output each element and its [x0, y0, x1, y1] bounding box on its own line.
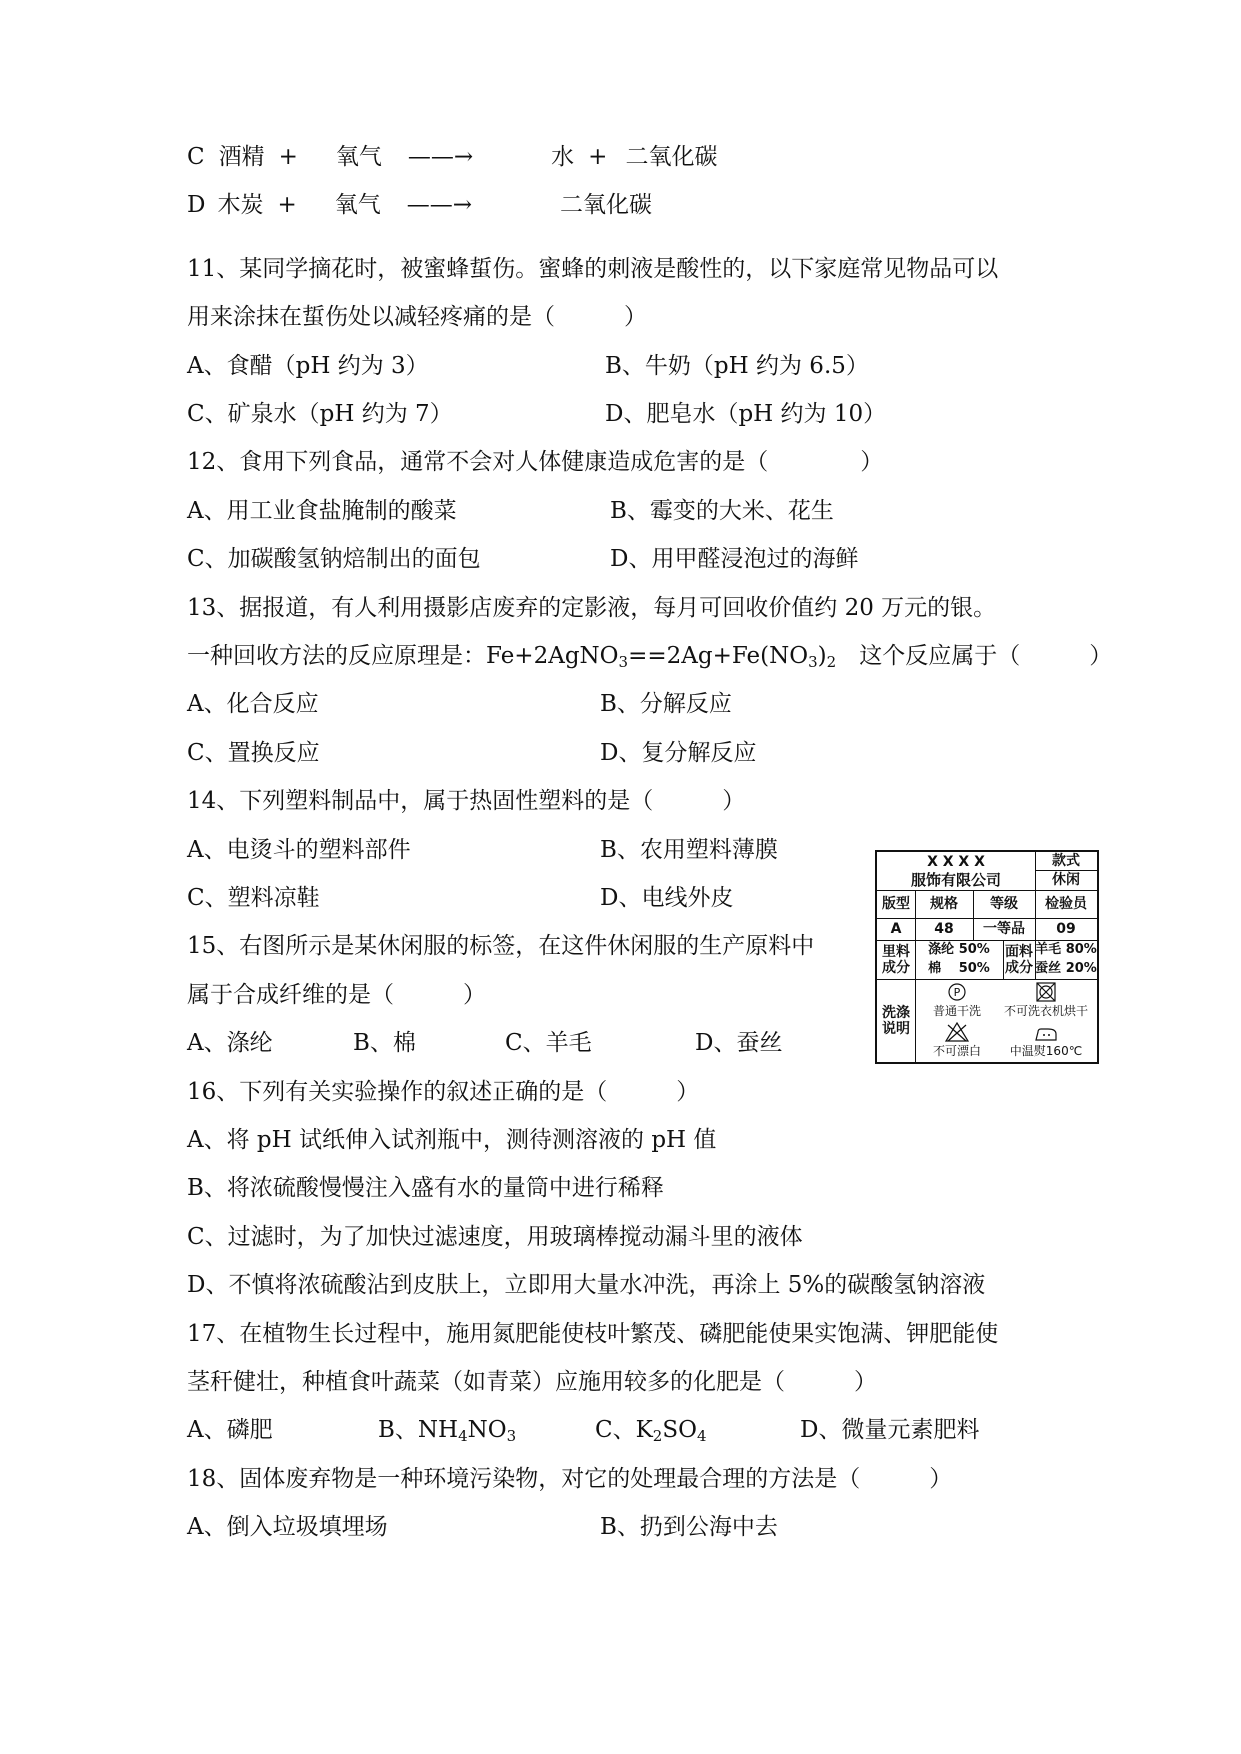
reactant-oxygen: 氧气 [334, 192, 381, 218]
question-15-option-a: A、涤纶 [187, 1030, 273, 1056]
care-iron-medium [993, 1026, 1099, 1059]
question-14-option-a: A、电烫斗的塑料部件 [187, 837, 411, 863]
option-letter: C [187, 144, 205, 170]
question-13-stem-1: 13、据报道，有人利用摄影店废弃的定影液，每月可回收价值约 20 万元的银。 [187, 595, 997, 621]
reactant-oxygen: 氧气 [335, 144, 382, 170]
reactant-charcoal: 木炭 [217, 192, 264, 218]
question-13-option-c: C、置换反应 [187, 740, 320, 766]
label-company-line1: X X X X [927, 854, 985, 870]
question-13-option-a: A、化合反应 [187, 691, 319, 717]
iron-icon [1034, 1026, 1058, 1042]
question-11-option-b: B、牛奶（pH 约为 6.5） [605, 353, 869, 379]
question-18-option-b: B、扔到公海中去 [600, 1514, 778, 1540]
crossed-triangle-icon [945, 1022, 969, 1042]
question-12-stem: 12、食用下列食品，通常不会对人体健康造成危害的是（ ） [187, 449, 884, 475]
question-17-option-d: D、微量元素肥料 [800, 1417, 980, 1443]
question-12-option-d: D、用甲醛浸泡过的海鲜 [610, 546, 859, 572]
question-16-option-b: B、将浓硫酸慢慢注入盛有水的量筒中进行稀释 [187, 1175, 664, 1201]
equation-part: 一种回收方法的反应原理是：Fe+2AgNO [187, 643, 619, 669]
question-14-stem: 14、下列塑料制品中，属于热固性塑料的是（ ） [187, 788, 746, 814]
label-value-grade: 一等品 [983, 921, 1025, 937]
reaction-line-c [187, 142, 717, 172]
subscript: 4 [696, 1427, 707, 1445]
question-11-stem-2: 用来涂抹在蜇伤处以减轻疼痛的是（ ） [187, 304, 647, 330]
label-value-inspector: 09 [1056, 921, 1076, 937]
care-no-bleach [917, 1022, 997, 1059]
question-17-stem-2: 茎秆健壮，种植食叶蔬菜（如青菜）应施用较多的化肥是（ ） [187, 1369, 877, 1395]
formula-part: SO [662, 1417, 697, 1443]
reaction-arrow: ——→ [407, 144, 474, 170]
question-16-stem: 16、下列有关实验操作的叙述正确的是（ ） [187, 1079, 700, 1105]
label-fabric-item-1: 羊毛 80% [1035, 942, 1097, 957]
question-17-stem-1: 17、在植物生长过程中，施用氮肥能使枝叶繁茂、磷肥能使果实饱满、钾肥能使 [187, 1321, 999, 1347]
label-header-size: 规格 [930, 896, 958, 912]
care-text: 普通干洗 [932, 1004, 981, 1018]
svg-text:P: P [953, 986, 961, 999]
question-17-option-c [595, 1415, 707, 1445]
equation-part: ) [817, 643, 827, 669]
care-text: 中温熨160℃ [1009, 1044, 1083, 1058]
product-water: 水 [551, 144, 575, 170]
question-16-option-a: A、将 pH 试纸伸入试剂瓶中，测待测溶液的 pH 值 [187, 1127, 717, 1153]
label-header-grade: 等级 [990, 896, 1018, 912]
question-15-option-d: D、蚕丝 [695, 1030, 783, 1056]
subscript: 2 [652, 1427, 663, 1445]
question-11-option-c: C、矿泉水（pH 约为 7） [187, 401, 453, 427]
formula-part: NO [467, 1417, 507, 1443]
formula-part: C、K [595, 1417, 653, 1443]
label-value-cut: A [890, 921, 902, 937]
equation-part: ==2Ag+Fe(NO [628, 643, 809, 669]
care-text: 不可洗衣机烘干 [1003, 1004, 1088, 1018]
question-16-option-d: D、不慎将浓硫酸沾到皮肤上，立即用大量水冲洗，再涂上 5%的碳酸氢钠溶液 [187, 1272, 986, 1298]
label-fabric-item-2: 蚕丝 20% [1035, 961, 1097, 976]
label-fabric-title: 面料成分 [1005, 943, 1033, 976]
question-13-option-b: B、分解反应 [600, 691, 732, 717]
subscript: 4 [458, 1427, 468, 1445]
question-15-stem-1: 15、右图所示是某休闲服的标签，在这件休闲服的生产原料中 [187, 933, 815, 959]
label-value-size: 48 [934, 921, 954, 937]
subscript: 3 [808, 653, 818, 671]
question-15-option-b: B、棉 [353, 1030, 416, 1056]
option-letter: D [187, 192, 206, 218]
label-company-line2: 服饰有限公司 [910, 871, 1001, 889]
care-dry-clean [917, 982, 997, 1019]
subscript: 3 [506, 1427, 517, 1445]
care-text: 不可漂白 [932, 1044, 981, 1058]
plus-sign: + [278, 144, 298, 170]
product-co2: 二氧化碳 [560, 192, 653, 218]
question-12-option-a: A、用工业食盐腌制的酸菜 [187, 498, 457, 524]
question-14-option-b: B、农用塑料薄膜 [600, 837, 778, 863]
formula-part: B、NH [378, 1417, 459, 1443]
label-header-cut: 版型 [882, 896, 910, 912]
question-15-option-c: C、羊毛 [505, 1030, 592, 1056]
label-wash-title: 洗涤说明 [882, 1004, 910, 1037]
question-15-stem-2: 属于合成纤维的是（ ） [187, 982, 486, 1008]
label-lining-item-2: 棉 50% [928, 961, 990, 976]
crossed-square-circle-icon [1035, 982, 1057, 1002]
label-style-value: 休闲 [1052, 872, 1080, 888]
label-lining-item-1: 涤纶 50% [928, 942, 990, 957]
care-no-tumble-dry [993, 982, 1099, 1019]
label-lining-title: 里料成分 [882, 943, 910, 976]
question-16-option-c: C、过滤时，为了加快过滤速度，用玻璃棒搅动漏斗里的液体 [187, 1224, 803, 1250]
reactant-alcohol: 酒精 [218, 144, 265, 170]
label-style-header: 款式 [1052, 853, 1080, 869]
question-12-option-b: B、霉变的大米、花生 [610, 498, 834, 524]
clothing-label-figure [875, 850, 1099, 1064]
question-11-option-a: A、食醋（pH 约为 3） [187, 353, 429, 379]
plus-sign: + [277, 192, 297, 218]
question-11-option-d: D、肥皂水（pH 约为 10） [605, 401, 887, 427]
reaction-line-d [187, 190, 652, 220]
question-tail: 这个反应属于（ ） [836, 643, 1113, 669]
plus-sign: + [588, 144, 608, 170]
product-co2: 二氧化碳 [625, 144, 718, 170]
question-17-option-a: A、磷肥 [187, 1417, 273, 1443]
reaction-arrow: ——→ [406, 192, 473, 218]
question-17-option-b [378, 1415, 516, 1445]
question-11-stem-1: 11、某同学摘花时，被蜜蜂蜇伤。蜜蜂的刺液是酸性的，以下家庭常见物品可以 [187, 256, 999, 282]
question-13-option-d: D、复分解反应 [600, 740, 757, 766]
question-13-stem-2 [187, 641, 1112, 671]
subscript: 3 [618, 653, 629, 671]
question-18-stem: 18、固体废弃物是一种环境污染物，对它的处理最合理的方法是（ ） [187, 1466, 953, 1492]
question-14-option-d: D、电线外皮 [600, 885, 734, 911]
question-12-option-c: C、加碳酸氢钠焙制出的面包 [187, 546, 481, 572]
subscript: 2 [826, 653, 837, 671]
question-18-option-a: A、倒入垃圾填埋场 [187, 1514, 388, 1540]
question-14-option-c: C、塑料凉鞋 [187, 885, 320, 911]
label-header-inspector: 检验员 [1045, 896, 1087, 912]
circle-p-icon [947, 982, 967, 1002]
